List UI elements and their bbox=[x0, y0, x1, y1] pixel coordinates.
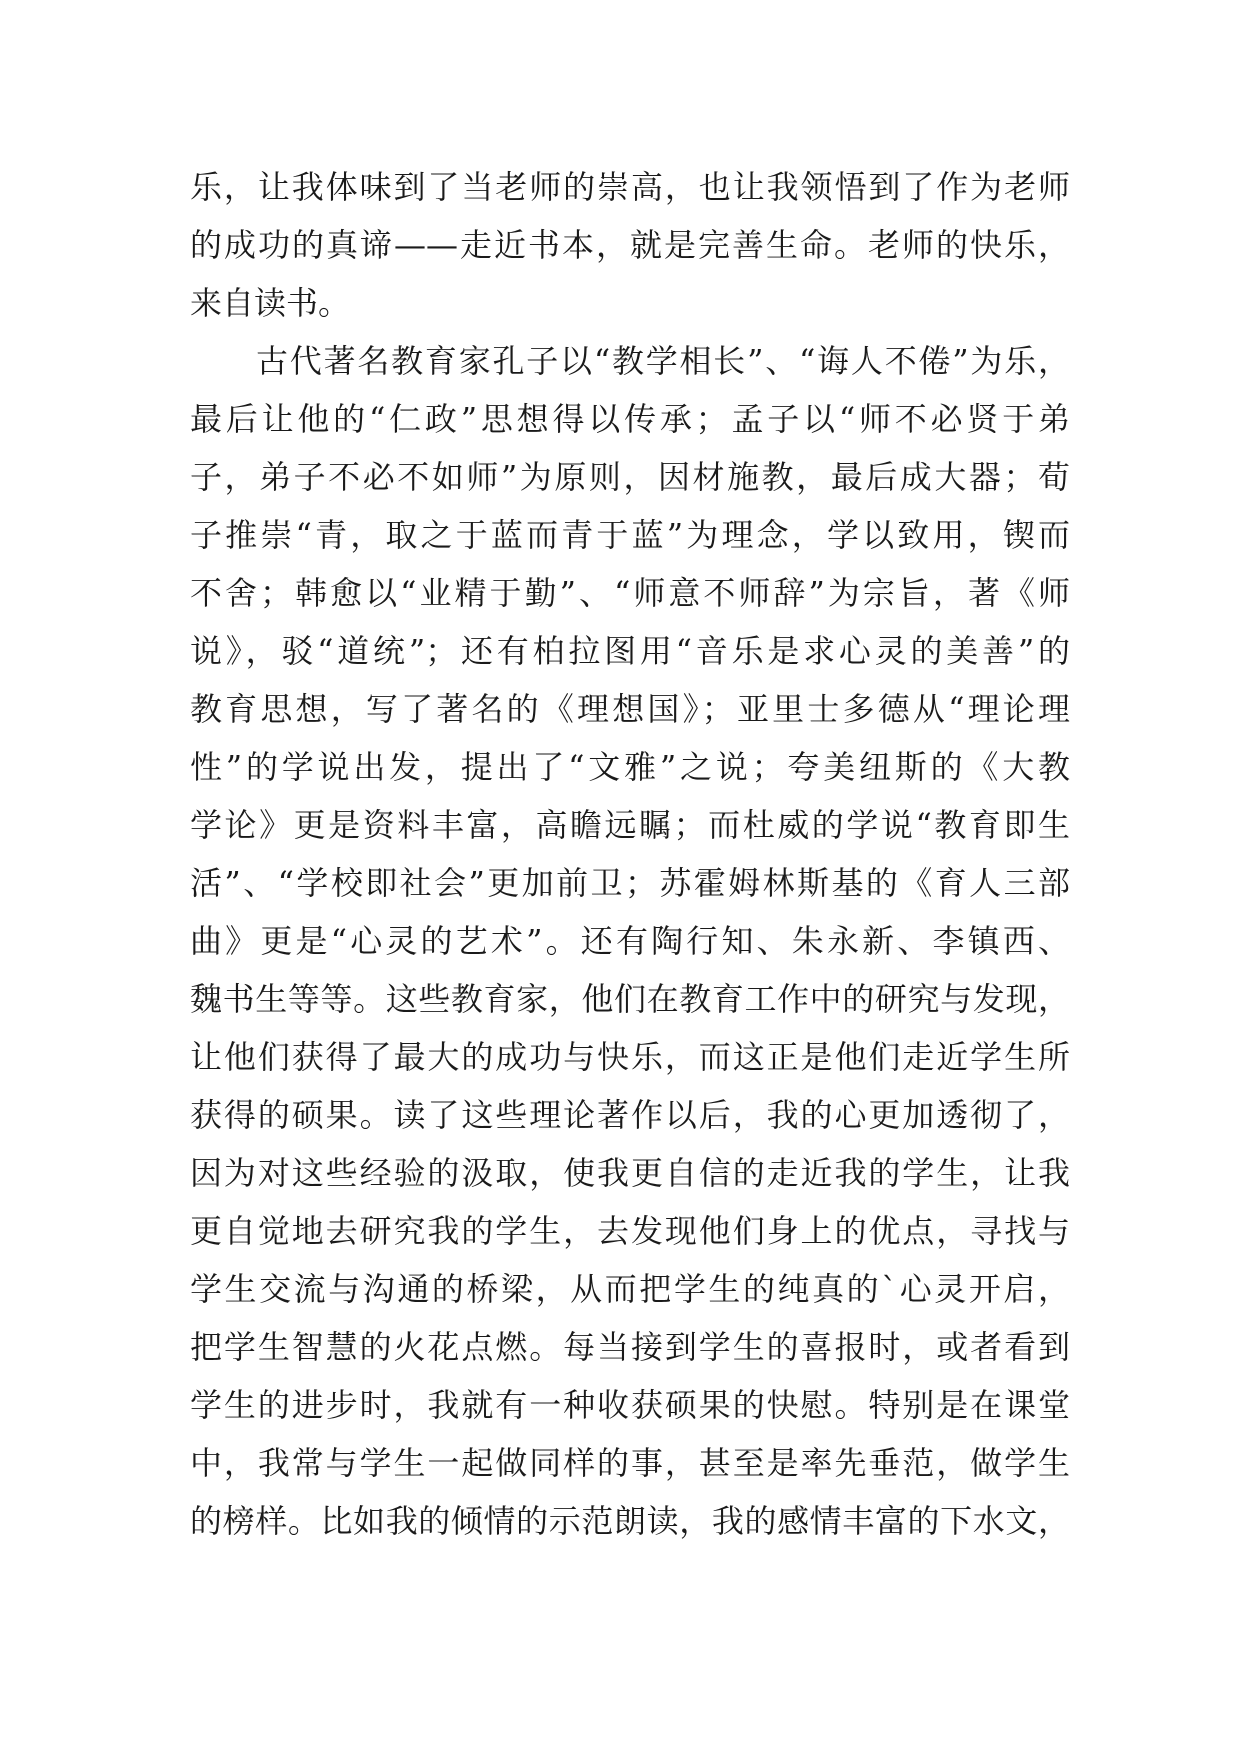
text-line: 不舍；韩愈以“业精于勤”、“师意不师辞”为宗旨，著《师 bbox=[190, 574, 1070, 612]
text-line: 因为对这些经验的汲取，使我更自信的走近我的学生，让我 bbox=[190, 1154, 1070, 1192]
text-line: 性”的学说出发，提出了“文雅”之说；夸美纽斯的《大教 bbox=[190, 748, 1070, 786]
paragraph-first-line: 古代著名教育家孔子以“教学相长”、“诲人不倦”为乐， bbox=[256, 342, 1070, 380]
text-line: 曲》更是“心灵的艺术”。还有陶行知、朱永新、李镇西、 bbox=[190, 922, 1070, 960]
text-line: 教育思想，写了著名的《理想国》；亚里士多德从“理论理 bbox=[190, 690, 1070, 728]
text-line: 子，弟子不必不如师”为原则，因材施教，最后成大器；荀 bbox=[190, 458, 1070, 496]
text-line: 学论》更是资料丰富，高瞻远瞩；而杜威的学说“教育即生 bbox=[190, 806, 1070, 844]
text-line: 学生交流与沟通的桥梁，从而把学生的纯真的`心灵开启， bbox=[190, 1270, 1070, 1308]
text-line: 的成功的真谛——走近书本，就是完善生命。老师的快乐， bbox=[190, 226, 1070, 264]
text-line: 来自读书。 bbox=[190, 284, 351, 322]
text-line: 学生的进步时，我就有一种收获硕果的快慰。特别是在课堂 bbox=[190, 1386, 1070, 1424]
body-text bbox=[190, 158, 1070, 1550]
text-line: 中，我常与学生一起做同样的事，甚至是率先垂范，做学生 bbox=[190, 1444, 1070, 1482]
text-line: 的榜样。比如我的倾情的示范朗读，我的感情丰富的下水文， bbox=[190, 1502, 1070, 1540]
text-line: 最后让他的“仁政”思想得以传承；孟子以“师不必贤于弟 bbox=[190, 400, 1070, 438]
text-line: 子推崇“青，取之于蓝而青于蓝”为理念，学以致用，锲而 bbox=[190, 516, 1070, 554]
text-line: 更自觉地去研究我的学生，去发现他们身上的优点，寻找与 bbox=[190, 1212, 1070, 1250]
text-line: 说》，驳“道统”；还有柏拉图用“音乐是求心灵的美善”的 bbox=[190, 632, 1070, 670]
text-line: 魏书生等等。这些教育家，他们在教育工作中的研究与发现， bbox=[190, 980, 1070, 1018]
text-line: 乐，让我体味到了当老师的崇高，也让我领悟到了作为老师 bbox=[190, 168, 1070, 206]
text-line: 让他们获得了最大的成功与快乐，而这正是他们走近学生所 bbox=[190, 1038, 1070, 1076]
text-line: 活”、“学校即社会”更加前卫；苏霍姆林斯基的《育人三部 bbox=[190, 864, 1070, 902]
text-line: 把学生智慧的火花点燃。每当接到学生的喜报时，或者看到 bbox=[190, 1328, 1070, 1366]
text-line: 获得的硕果。读了这些理论著作以后，我的心更加透彻了， bbox=[190, 1096, 1070, 1134]
